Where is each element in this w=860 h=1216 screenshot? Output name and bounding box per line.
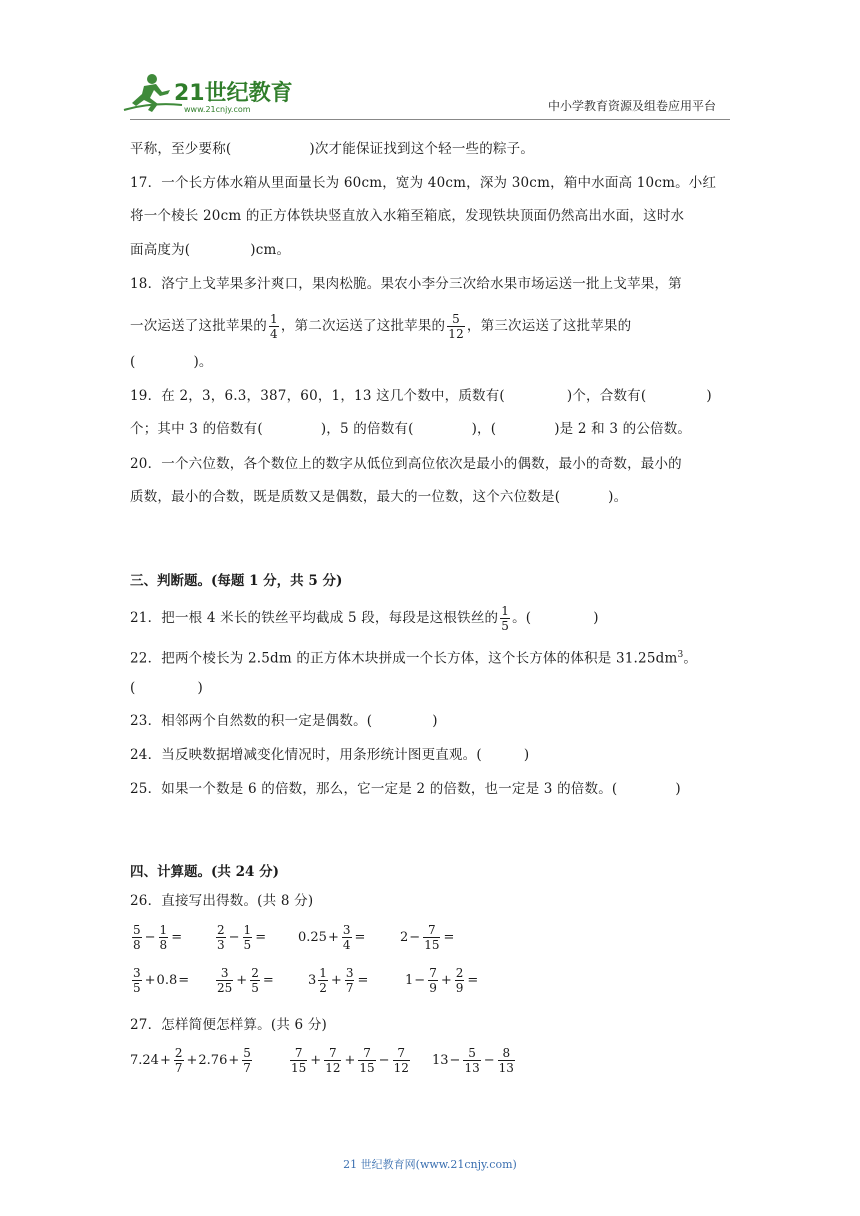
runner-logo-icon [122, 72, 292, 116]
q18-line2: 一次运送了这批苹果的 $\frac{1}{4}$ ，第二次运送了这批苹果的 $\frac{5}{12}$ ，第三次运送了这批苹果的 [130, 312, 632, 341]
q18-line3: ( )。 [130, 354, 213, 370]
q25: 25．如果一个数是 6 的倍数，那么，它一定是 2 的倍数，也一定是 3 的倍数。( ) [130, 781, 681, 797]
q17-line3: 面高度为( )cm。 [130, 242, 291, 258]
q19-line2: 个；其中 3 的倍数有( )，5 的倍数有( )，( )是 2 和 3 的公倍数。 [130, 421, 692, 437]
header-divider [130, 119, 730, 120]
fraction: $\frac{1}{4}$ [270, 312, 278, 341]
logo [122, 72, 292, 116]
fraction: $\frac{1}{5}$ [501, 604, 510, 633]
q26-title: 26．直接写出得数。(共 8 分) [130, 893, 314, 909]
q18-line1: 18．洛宁上戈苹果多汁爽口，果肉松脆。果农小李分三次给水果市场运送一批上戈苹果，第 [130, 276, 682, 292]
svg-text:21世纪教育: 21世纪教育 [174, 81, 292, 106]
q26-expr-3: 0.25 + $\frac{3}{4}$ = [298, 923, 366, 952]
q21: 21．把一根 4 米长的铁丝平均截成 5 段，每段是这根铁丝的 $\frac{1}{5}$ 。( ) [130, 604, 599, 633]
q26-expr-1: $\frac{5}{8}$ − $\frac{1}{8}$ = [133, 923, 183, 952]
q20-line1: 20．一个六位数，各个数位上的数字从低位到高位依次是最小的偶数，最小的奇数，最小的 [130, 456, 682, 472]
q17-line1: 17．一个长方体水箱从里面量长为 60cm，宽为 40cm，深为 30cm，箱中水面高 10cm。小红 [130, 175, 717, 191]
q23: 23．相邻两个自然数的积一定是偶数。( ) [130, 713, 438, 729]
section-heading-judgement: 三、判断题。(每题 1 分，共 5 分) [130, 573, 343, 589]
q27-expr-2: $\frac{7}{15}$ + $\frac{7}{12}$ + $\frac{7}{15}$ − $\frac{7}{12}$ [291, 1046, 409, 1075]
q26-expr-6: $\frac{3}{25}$ + $\frac{2}{5}$ = [217, 966, 274, 995]
q27-expr-3: 13 − $\frac{5}{13}$ − $\frac{8}{13}$ [432, 1046, 514, 1075]
q16-tail: 平称，至少要称( )次才能保证找到这个轻一些的粽子。 [130, 141, 535, 157]
q26-expr-4: 2 − $\frac{7}{15}$ = [400, 923, 455, 952]
page-footer: 21 世纪教育网(www.21cnjy.com) [343, 1158, 517, 1171]
q26-expr-5: $\frac{3}{5}$ + 0.8 = [133, 966, 190, 995]
q22-line2: ( ) [130, 680, 203, 696]
site-title: 中小学教育资源及组卷应用平台 [548, 99, 717, 113]
fraction: $\frac{5}{12}$ [448, 312, 464, 341]
svg-text:www.21cnjy.com: www.21cnjy.com [184, 105, 251, 114]
q22-line1: 22．把两个棱长为 2.5dm 的正方体木块拼成一个长方体，这个长方体的体积是 $31.25dm^3$。 [130, 650, 698, 667]
q26-expr-2: $\frac{2}{3}$ − $\frac{1}{5}$ = [217, 923, 267, 952]
q19-line1: 19．在 2，3，6.3，387，60，1，13 这几个数中，质数有( )个，合数有( ) [130, 388, 712, 404]
section-heading-calculation: 四、计算题。(共 24 分) [130, 864, 279, 880]
q17-line2: 将一个棱长 20cm 的正方体铁块竖直放入水箱至箱底，发现铁块顶面仍然高出水面，这时水 [130, 208, 685, 224]
q26-expr-8: 1 − $\frac{7}{9}$ + $\frac{2}{9}$ = [405, 966, 479, 995]
q27-expr-1: 7.24 + $\frac{2}{7}$ + 2.76 + $\frac{5}{7}$ [130, 1046, 251, 1075]
q20-line2: 质数，最小的合数，既是质数又是偶数，最大的一位数，这个六位数是( )。 [130, 489, 628, 505]
q27-title: 27．怎样简便怎样算。(共 6 分) [130, 1017, 327, 1033]
q24: 24．当反映数据增减变化情况时，用条形统计图更直观。( ) [130, 747, 530, 763]
q26-expr-7: 3 $\frac{1}{2}$ + $\frac{3}{7}$ = [308, 966, 369, 995]
